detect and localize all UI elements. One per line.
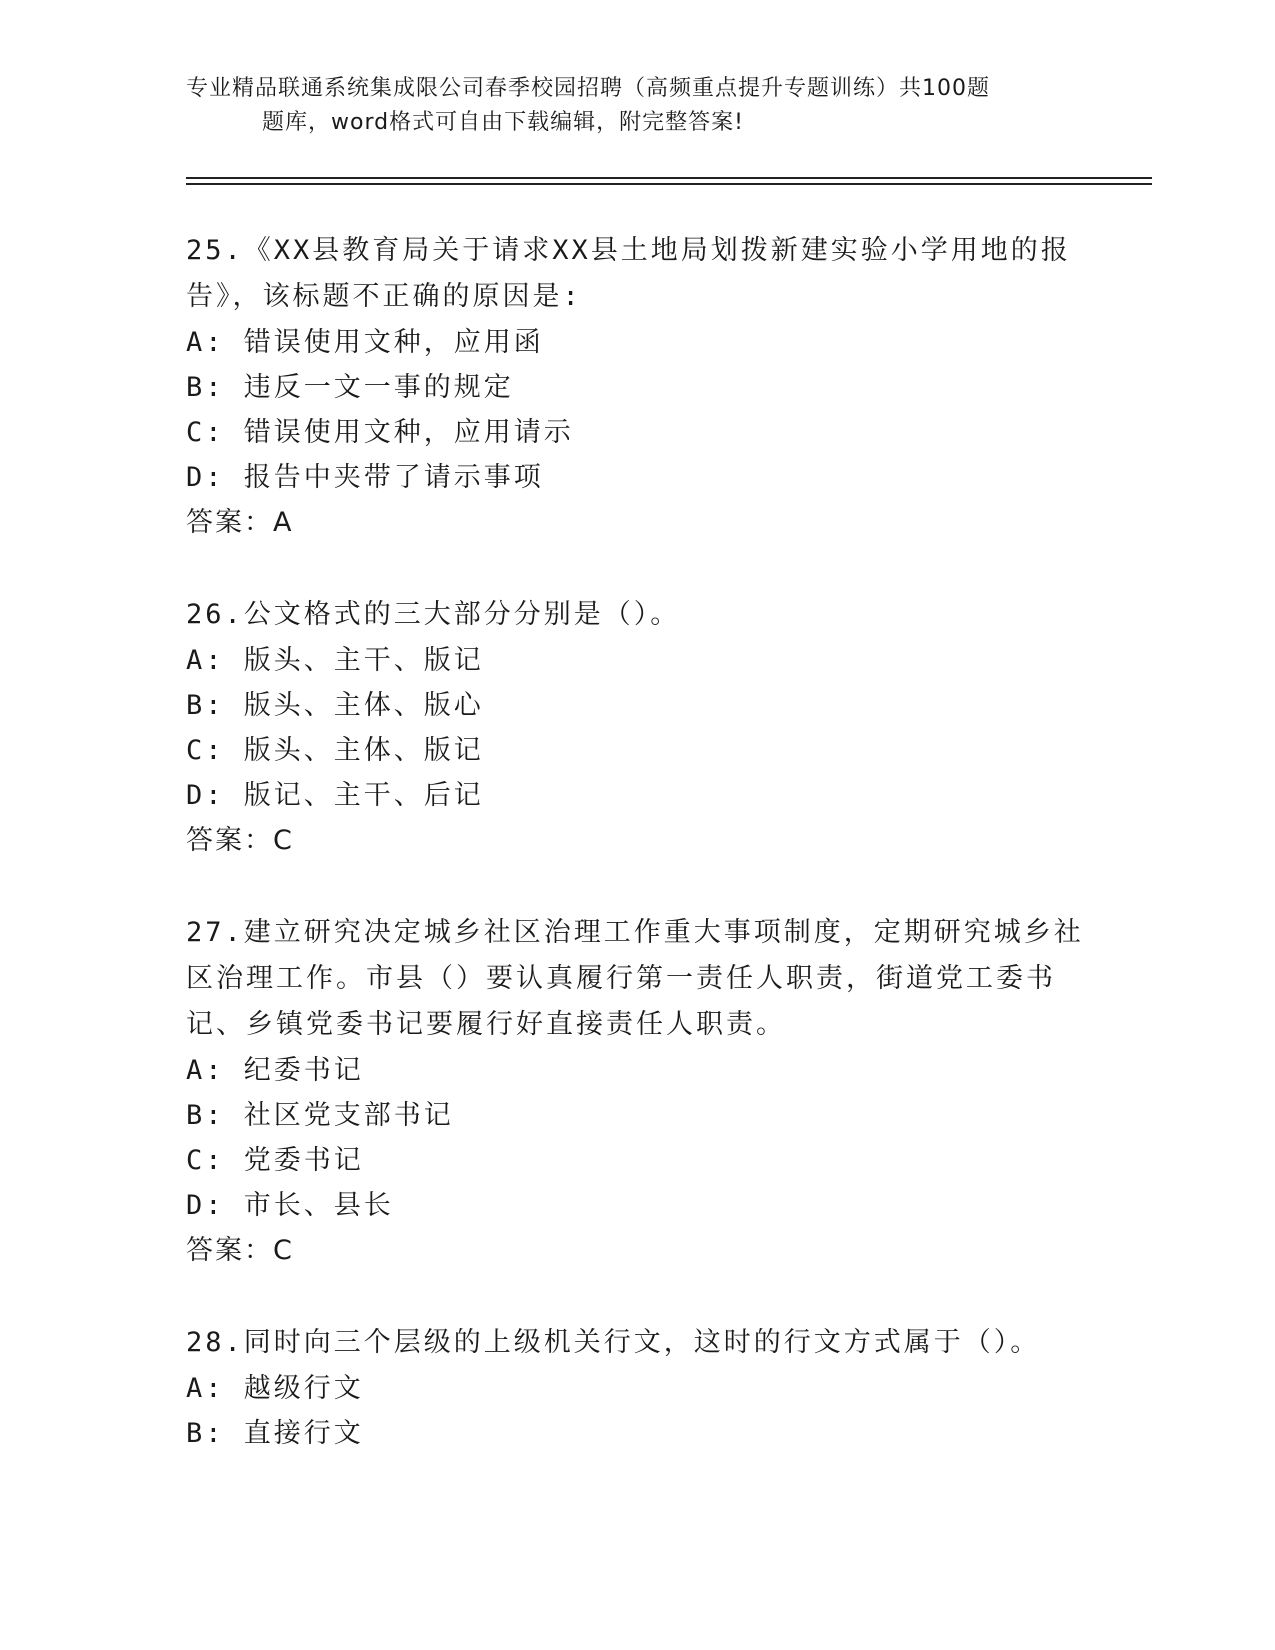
answer-label: 答案：C [186, 825, 294, 856]
header-line-1: 专业精品联通系统集成限公司春季校园招聘（高频重点提升专题训练）共100题 [186, 76, 990, 101]
question-text: 25.《XX县教育局关于请求XX县土地局划拨新建实验小学用地的报告》，该标题不正确的原因是: [186, 235, 1071, 312]
option-d: D: 市长、县长 [186, 1190, 394, 1221]
question-list [186, 228, 1086, 1502]
question-text: 27.建立研究决定城乡社区治理工作重大事项制度，定期研究城乡社区治理工作。市县（）要认真履行第一责任人职责，街道党工委书记、乡镇党委书记要履行好直接责任人职责。 [186, 917, 1084, 1040]
header-line-2: 题库，word格式可自由下载编辑，附完整答案! [262, 110, 744, 135]
option-a: A: 错误使用文种，应用函 [186, 327, 544, 358]
question-26 [186, 592, 1086, 864]
question-text: 28.同时向三个层级的上级机关行文，这时的行文方式属于（）。 [186, 1327, 1041, 1358]
question-28 [186, 1320, 1086, 1456]
question-25 [186, 228, 1086, 546]
header-divider-top [186, 177, 1152, 179]
option-a: A: 纪委书记 [186, 1055, 364, 1086]
option-d: D: 报告中夹带了请示事项 [186, 462, 544, 493]
option-a: A: 版头、主干、版记 [186, 645, 484, 676]
option-c: C: 版头、主体、版记 [186, 735, 484, 766]
option-a: A: 越级行文 [186, 1373, 364, 1404]
option-d: D: 版记、主干、后记 [186, 780, 484, 811]
question-text: 26.公文格式的三大部分分别是（）。 [186, 599, 681, 630]
option-b: B: 违反一文一事的规定 [186, 372, 514, 403]
answer-label: 答案：C [186, 1235, 294, 1266]
header-divider-bottom [186, 183, 1152, 185]
answer-label: 答案：A [186, 507, 294, 538]
option-b: B: 社区党支部书记 [186, 1100, 454, 1131]
option-c: C: 党委书记 [186, 1145, 364, 1176]
question-27 [186, 910, 1086, 1274]
option-b: B: 版头、主体、版心 [186, 690, 484, 721]
option-c: C: 错误使用文种，应用请示 [186, 417, 574, 448]
option-b: B: 直接行文 [186, 1418, 364, 1449]
document-header [186, 72, 1066, 140]
